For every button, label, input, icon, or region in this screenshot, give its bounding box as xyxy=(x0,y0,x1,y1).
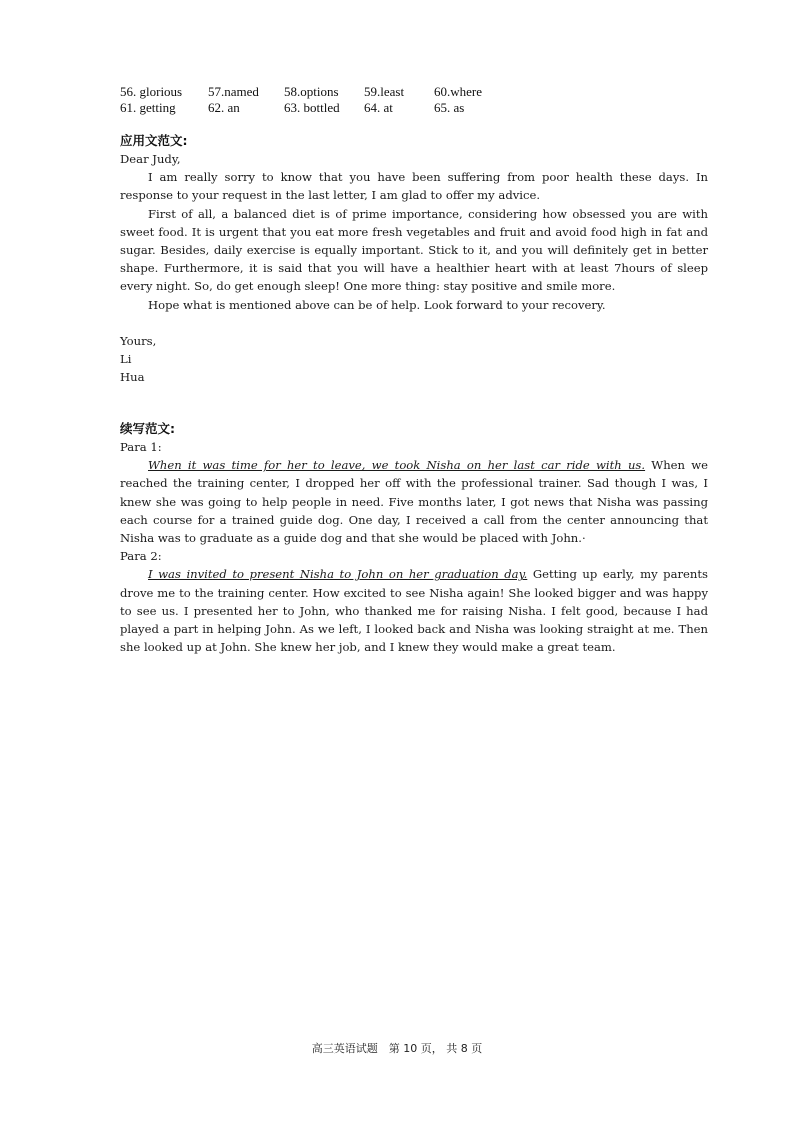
letter-signature-first: Li xyxy=(120,352,132,367)
para1-label: Para 1: xyxy=(120,440,162,454)
letter-signature-last: Hua xyxy=(120,370,145,385)
sample-letter xyxy=(120,150,708,387)
story-paragraph-2 xyxy=(120,565,708,656)
para2-label: Para 2: xyxy=(120,549,162,564)
answer-61: 61. getting xyxy=(120,100,176,115)
section-heading-continuation: 续写范文: xyxy=(120,421,175,436)
answer-58: 58.options xyxy=(284,84,339,99)
letter-closing: Yours, xyxy=(120,334,157,349)
spacer xyxy=(120,314,708,332)
letter-greeting: Dear Judy, xyxy=(120,152,181,166)
answer-63: 63. bottled xyxy=(284,100,340,115)
answer-key xyxy=(120,84,482,116)
answer-65: 65. as xyxy=(434,100,465,115)
answer-59: 59.least xyxy=(364,84,405,99)
letter-paragraph-2: First of all, a balanced diet is of prime importance, considering how obsessed you are with sweet food. It is urgent that you eat more fresh vegetables and fruit and avoid food high in fat and sugar. Besides, daily exercise is equally important. Stick to it, and you will definitely get in better shape. Furthermore, it is said that you will have a healthier heart with at least 7hours of sleep every night. So, do get enough sleep! One more thing: stay positive and smile more. xyxy=(120,206,708,294)
para1-body: When we reached the training center, I dropped her off with the professional trainer. Sad though I was, I knew she was going to help people in need. Five months later, I got news that Nisha was passing each course for a trained guide dog. One day, I received a call from the center announcing that Nisha was to graduate as a guide dog and that she would be placed with John.· xyxy=(120,458,708,546)
letter-paragraph-3: Hope what is mentioned above can be of help. Look forward to your recovery. xyxy=(148,297,606,312)
answer-57: 57.named xyxy=(208,84,259,99)
para1-given-sentence: When it was time for her to leave, we took Nisha on her last car ride with us. xyxy=(148,458,646,473)
letter-paragraph-1: I am really sorry to know that you have been suffering from poor health these days. In response to your request in the last letter, I am glad to offer my advice. xyxy=(120,170,708,203)
answer-64: 64. at xyxy=(364,100,393,115)
answer-56: 56. glorious xyxy=(120,84,183,99)
answer-62: 62. an xyxy=(208,100,240,115)
para2-given-sentence: I was invited to present Nisha to John on her graduation day. xyxy=(148,567,528,582)
story-paragraph-1 xyxy=(120,456,708,547)
answer-60: 60.where xyxy=(434,84,483,99)
para2-body: Getting up early, my parents drove me to the training center. How excited to see Nisha again! She looked bigger and was happy to see us. I presented her to John, who thanked me for raising Nisha. I felt good, because I had played a part in helping John. As we left, I looked back and Nisha was looking straight at me. Then she looked up at John. She knew her job, and I knew they would make a great team. xyxy=(120,567,708,655)
section-heading-letter: 应用文范文: xyxy=(120,133,188,148)
sample-continuation xyxy=(120,438,708,656)
page-footer: 高三英语试题 第 10 页， 共 8 页 xyxy=(311,1042,483,1055)
answer-row-1 xyxy=(120,84,482,100)
answer-row-2 xyxy=(120,100,482,116)
